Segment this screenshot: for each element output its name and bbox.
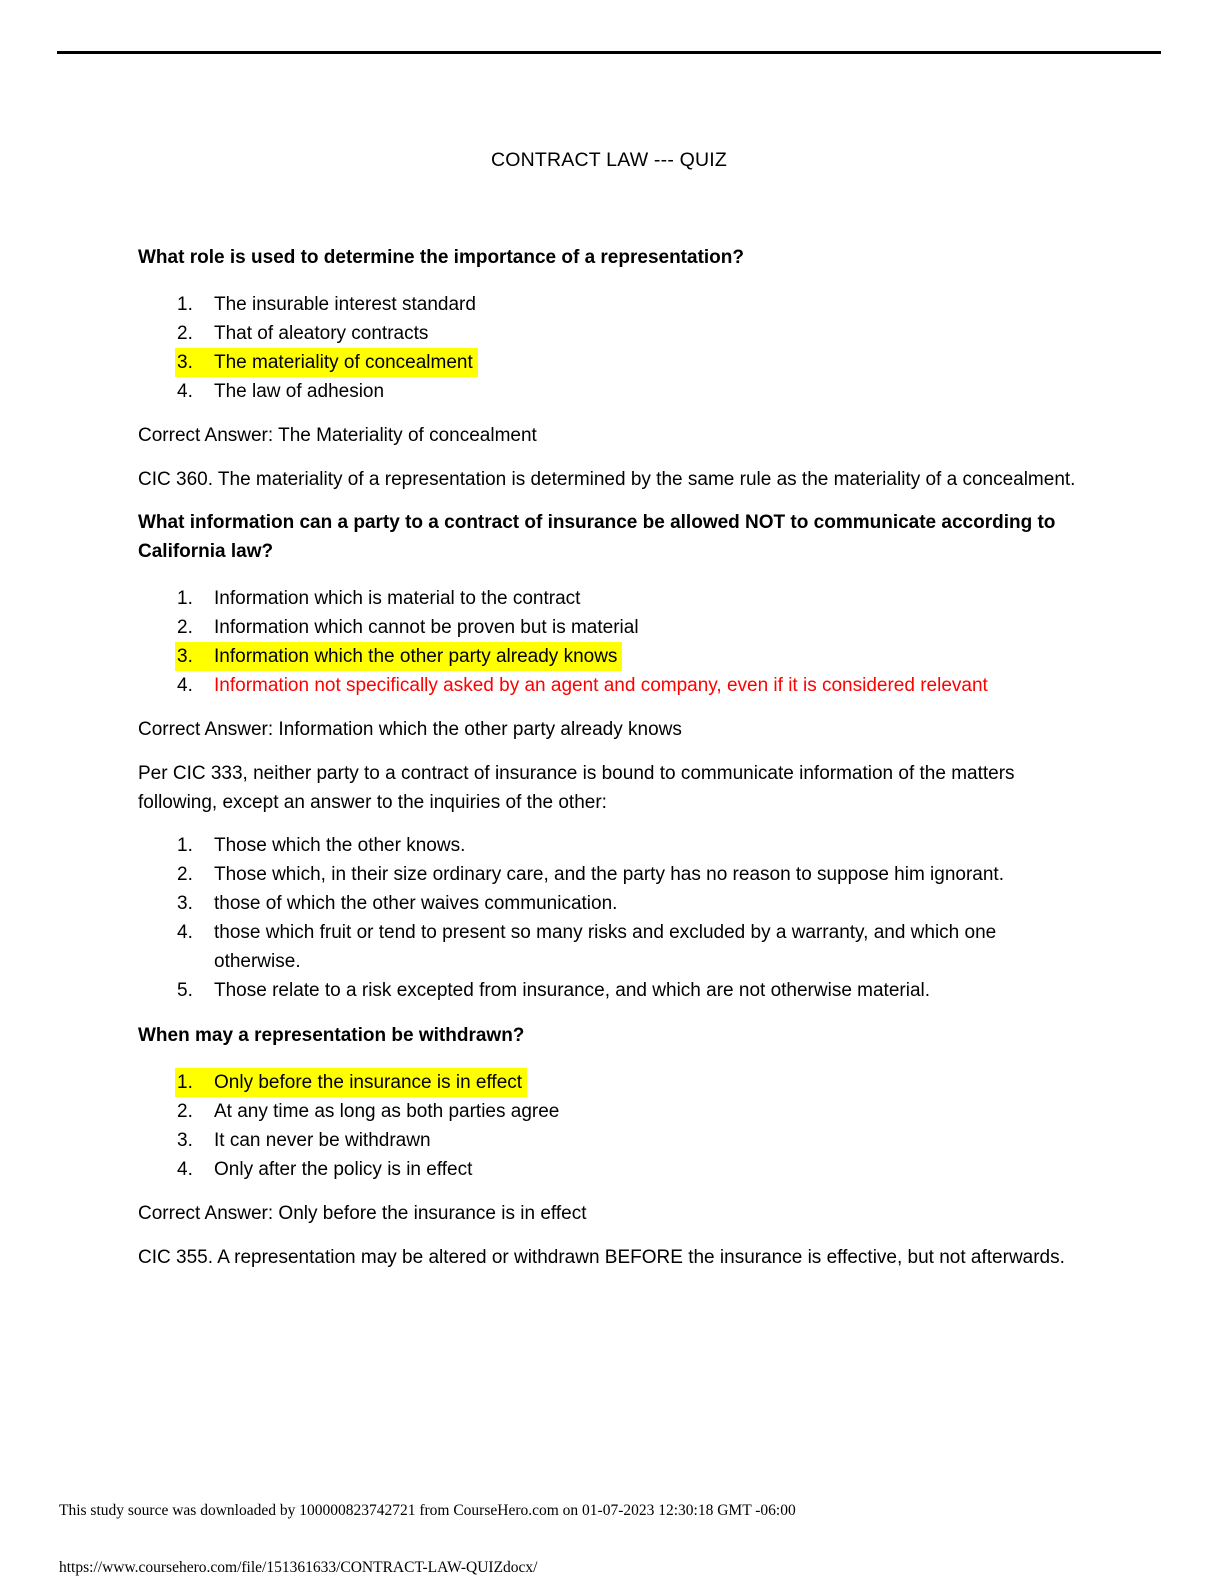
sub-list-text: Those relate to a risk excepted from insurance, and which are not otherwise material. xyxy=(214,980,931,1001)
question-block-2 xyxy=(138,508,1080,1005)
question-block-3 xyxy=(138,1021,1080,1272)
option-number: 1. xyxy=(177,1072,193,1093)
option-text: Information which the other party already knows xyxy=(214,646,618,667)
correct-answer: Correct Answer: Information which the other party already knows xyxy=(138,719,682,740)
sub-list-item xyxy=(138,918,1080,976)
explanation: Per CIC 333, neither party to a contract of insurance is bound to communicate information of the matters following, except an answer to the inquiries of the other: xyxy=(138,763,1015,813)
option-item xyxy=(138,1155,1080,1184)
option-item xyxy=(138,613,1080,642)
option-text: Only before the insurance is in effect xyxy=(214,1072,523,1093)
explanation: CIC 355. A representation may be altered or withdrawn BEFORE the insurance is effective, but not afterwards. xyxy=(138,1247,1065,1268)
option-text: The insurable interest standard xyxy=(214,294,476,315)
sub-list-item xyxy=(138,831,1080,860)
highlight-bar xyxy=(175,348,478,377)
option-number: 3. xyxy=(177,352,193,373)
document-title: CONTRACT LAW --- QUIZ xyxy=(490,149,728,171)
sub-list-number: 5. xyxy=(177,980,193,1001)
option-text: The law of adhesion xyxy=(214,381,385,402)
document-page xyxy=(138,0,1080,1286)
option-item-red xyxy=(138,671,1080,700)
options-list xyxy=(138,290,1080,406)
sub-list-text: those of which the other waives communication. xyxy=(214,893,618,914)
question-heading: What role is used to determine the importance of a representation? xyxy=(138,247,744,268)
option-item-highlighted xyxy=(138,642,1080,671)
option-text: The materiality of concealment xyxy=(214,352,473,373)
option-text: That of aleatory contracts xyxy=(214,323,429,344)
option-item xyxy=(138,1126,1080,1155)
option-number: 4. xyxy=(177,675,193,696)
sub-list-number: 2. xyxy=(177,864,193,885)
question-heading: What information can a party to a contract of insurance be allowed NOT to communicate according to California law? xyxy=(138,512,1056,562)
sub-list-text: those which fruit or tend to present so many risks and excluded by a warranty, and which one otherwise. xyxy=(214,922,997,972)
option-item-highlighted xyxy=(138,348,1080,377)
option-number: 4. xyxy=(177,381,193,402)
option-number: 3. xyxy=(177,1130,193,1151)
sub-list-item xyxy=(138,860,1080,889)
sub-list-text: Those which the other knows. xyxy=(214,835,466,856)
options-list xyxy=(138,584,1080,700)
explanation: CIC 360. The materiality of a representation is determined by the same rule as the materiality of a concealment. xyxy=(138,469,1076,490)
option-text: It can never be withdrawn xyxy=(214,1130,431,1151)
option-number: 2. xyxy=(177,617,193,638)
question-heading: When may a representation be withdrawn? xyxy=(138,1025,525,1046)
option-number: 2. xyxy=(177,323,193,344)
footer-url[interactable] xyxy=(59,1558,537,1577)
option-text: At any time as long as both parties agree xyxy=(214,1101,560,1122)
option-item xyxy=(138,290,1080,319)
statute-sub-list xyxy=(138,831,1080,1005)
option-text: Information which is material to the contract xyxy=(214,588,581,609)
option-item xyxy=(138,319,1080,348)
correct-answer: Correct Answer: Only before the insurance is in effect xyxy=(138,1203,587,1224)
footer-download-info: This study source was downloaded by 100000823742721 from CourseHero.com on 01-07-2023 12:30:18 GMT -06:00 xyxy=(59,1502,796,1519)
options-list xyxy=(138,1068,1080,1184)
option-number: 1. xyxy=(177,588,193,609)
sub-list-item xyxy=(138,976,1080,1005)
option-text-red: Information not specifically asked by an agent and company, even if it is considered relevant xyxy=(214,675,988,696)
correct-answer: Correct Answer: The Materiality of concealment xyxy=(138,425,537,446)
sub-list-item xyxy=(138,889,1080,918)
sub-list-number: 3. xyxy=(177,893,193,914)
option-item xyxy=(138,377,1080,406)
option-number: 2. xyxy=(177,1101,193,1122)
question-block-1 xyxy=(138,243,1080,494)
sub-list-text: Those which, in their size ordinary care, and the party has no reason to suppose him ignorant. xyxy=(214,864,1004,885)
option-text: Only after the policy is in effect xyxy=(214,1159,473,1180)
highlight-bar xyxy=(175,642,622,671)
option-item xyxy=(138,584,1080,613)
option-number: 3. xyxy=(177,646,193,667)
option-item-highlighted xyxy=(138,1068,1080,1097)
option-number: 1. xyxy=(177,294,193,315)
coursehero-url-link[interactable]: https://www.coursehero.com/file/151361633/CONTRACT-LAW-QUIZdocx/ xyxy=(59,1559,538,1576)
option-number: 4. xyxy=(177,1159,193,1180)
sub-list-number: 4. xyxy=(177,922,193,943)
sub-list-number: 1. xyxy=(177,835,193,856)
highlight-bar xyxy=(175,1068,527,1097)
option-text: Information which cannot be proven but is material xyxy=(214,617,639,638)
option-item xyxy=(138,1097,1080,1126)
